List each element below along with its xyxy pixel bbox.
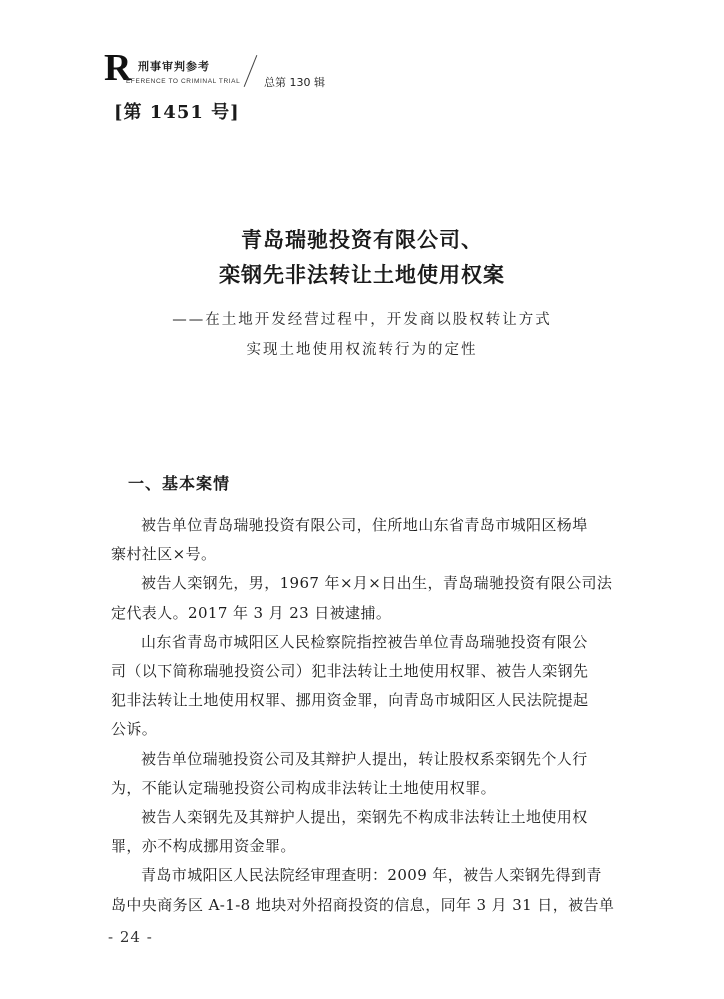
body-line: 犯非法转让土地使用权罪、挪用资金罪，向青岛市城阳区人民法院提起: [111, 691, 589, 710]
body-line: 公诉。: [111, 720, 158, 739]
body-line: 寨村社区×号。: [111, 545, 217, 564]
journal-logo-letter: R: [104, 47, 132, 89]
section-heading: 一、基本案情: [128, 474, 231, 493]
page-number: - 24 -: [108, 928, 153, 946]
journal-header: [104, 47, 364, 92]
journal-volume: 总第 130 辑: [264, 76, 325, 89]
journal-title-cn: 刑事审判参考: [138, 60, 210, 73]
body-line: 被告单位青岛瑞驰投资有限公司，住所地山东省青岛市城阳区杨埠: [141, 516, 588, 534]
body-line: 为，不能认定瑞驰投资公司构成非法转让土地使用权罪。: [111, 778, 497, 797]
body-line: 青岛市城阳区人民法院经审理查明：2009 年，被告人栾钢先得到青: [141, 866, 602, 885]
body-line: 岛中央商务区 A-1-8 地块对外招商投资的信息，同年 3 月 31 日，被告单: [111, 895, 615, 914]
header-divider: [244, 55, 258, 87]
case-title-line-1: 青岛瑞驰投资有限公司、: [241, 228, 483, 252]
body-line: 被告人栾钢先，男，1967 年×月×日出生，青岛瑞驰投资有限公司法: [141, 574, 613, 593]
body-line: 罪，亦不构成挪用资金罪。: [111, 837, 296, 856]
body-line: 定代表人。2017 年 3 月 23 日被逮捕。: [111, 603, 392, 622]
case-subtitle-line-1: ——在土地开发经营过程中，开发商以股权转让方式: [172, 312, 552, 328]
body-line: 山东省青岛市城阳区人民检察院指控被告单位青岛瑞驰投资有限公: [141, 632, 588, 651]
body-line: 被告人栾钢先及其辩护人提出，栾钢先不构成非法转让土地使用权: [141, 808, 588, 826]
journal-title-en: EFERENCE TO CRIMINAL TRIAL: [126, 78, 241, 85]
case-subtitle-line-2: 实现土地使用权流转行为的定性: [246, 342, 478, 358]
case-title-line-2: 栾钢先非法转让土地使用权案: [219, 263, 505, 287]
case-number: [第 1451 号]: [114, 102, 240, 123]
body-line: 司（以下简称瑞驰投资公司）犯非法转让土地使用权罪、被告人栾钢先: [111, 662, 589, 680]
body-line: 被告单位瑞驰投资公司及其辩护人提出，转让股权系栾钢先个人行: [141, 749, 588, 768]
